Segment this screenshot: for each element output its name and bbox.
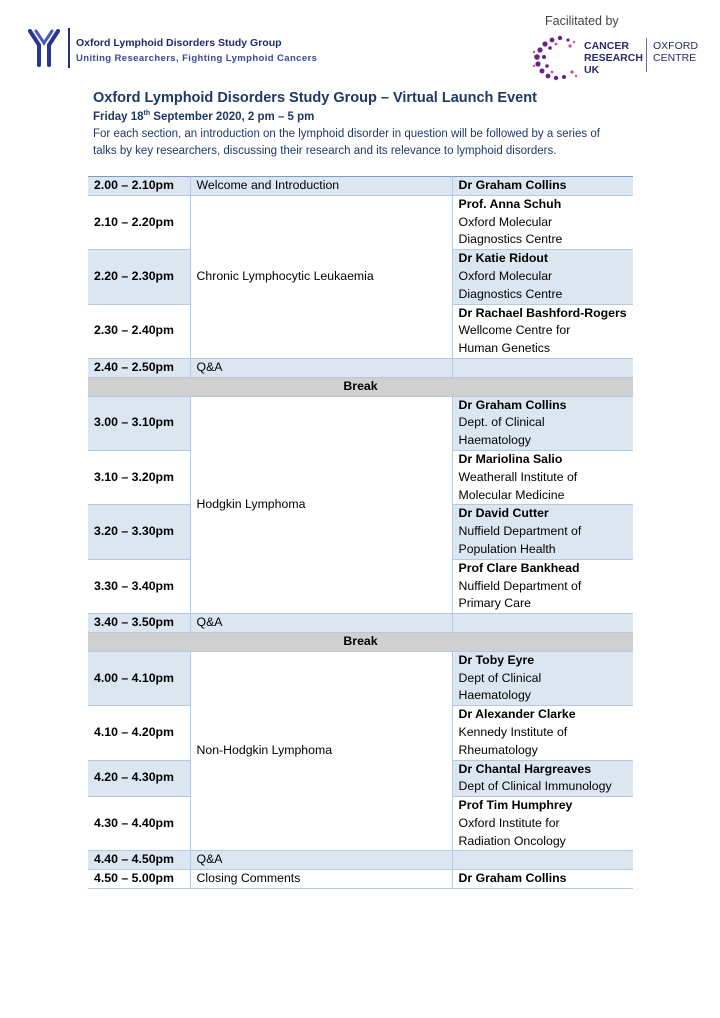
time-cell: 4.40 – 4.50pm (88, 851, 190, 870)
time-cell: 4.10 – 4.20pm (88, 706, 190, 760)
event-date: Friday 18th September 2020, 2 pm – 5 pm (93, 110, 315, 123)
speaker-cell: Dr Graham Collins Dept. of Clinical Haematology (452, 396, 633, 450)
table-row (88, 870, 633, 889)
time-cell: 4.30 – 4.40pm (88, 797, 190, 851)
cancer-research-logo-icon (530, 32, 585, 84)
speaker-cell: Prof Clare Bankhead Nuffield Department of Primary Care (452, 559, 633, 613)
session-cell: Chronic Lymphocytic Leukaemia (190, 195, 452, 358)
table-row (88, 358, 633, 377)
time-cell: 3.40 – 3.50pm (88, 614, 190, 633)
org-name: Oxford Lymphoid Disorders Study Group (76, 37, 282, 49)
speaker-cell: Dr Chantal Hargreaves Dept of Clinical Immunology (452, 760, 633, 797)
time-cell: 4.20 – 4.30pm (88, 760, 190, 797)
speaker-cell (452, 614, 633, 633)
session-cell: Q&A (190, 358, 452, 377)
speaker-cell (452, 358, 633, 377)
session-cell: Non-Hodgkin Lymphoma (190, 651, 452, 851)
time-cell: 2.00 – 2.10pm (88, 177, 190, 196)
break-row (88, 377, 633, 396)
table-row (88, 651, 633, 705)
speaker-cell: Dr Katie Ridout Oxford Molecular Diagnostics Centre (452, 250, 633, 304)
table-row (88, 851, 633, 870)
facilitated-by-label: Facilitated by (545, 14, 619, 28)
session-cell: Closing Comments (190, 870, 452, 889)
speaker-cell: Dr Toby Eyre Dept of Clinical Haematology (452, 651, 633, 705)
event-intro: For each section, an introduction on the lymphoid disorder in question will be followed by a series of talks by key researchers, discussing their research and its relevance to lymphoid disorders. (93, 128, 600, 157)
speaker-cell: Dr Graham Collins (452, 870, 633, 889)
partner-divider (646, 38, 647, 72)
time-cell: 4.50 – 5.00pm (88, 870, 190, 889)
table-row (88, 396, 633, 450)
table-row (88, 195, 633, 249)
time-cell: 2.40 – 2.50pm (88, 358, 190, 377)
cancer-research-uk-wordmark: CANCER RESEARCH UK (584, 40, 643, 76)
time-cell: 2.30 – 2.40pm (88, 304, 190, 358)
time-cell: 3.30 – 3.40pm (88, 559, 190, 613)
time-cell: 2.20 – 2.30pm (88, 250, 190, 304)
header-divider (68, 28, 70, 68)
session-cell: Welcome and Introduction (190, 177, 452, 196)
time-cell: 2.10 – 2.20pm (88, 195, 190, 249)
event-title: Oxford Lymphoid Disorders Study Group – Virtual Launch Event (93, 90, 537, 106)
speaker-cell (452, 851, 633, 870)
session-cell: Q&A (190, 851, 452, 870)
time-cell: 3.20 – 3.30pm (88, 505, 190, 559)
time-cell: 3.10 – 3.20pm (88, 450, 190, 504)
speaker-cell: Dr Graham Collins (452, 177, 633, 196)
session-cell: Q&A (190, 614, 452, 633)
break-label: Break (88, 632, 633, 651)
speaker-cell: Dr Rachael Bashford-Rogers Wellcome Centre for Human Genetics (452, 304, 633, 358)
time-cell: 3.00 – 3.10pm (88, 396, 190, 450)
session-cell: Hodgkin Lymphoma (190, 396, 452, 614)
break-row (88, 632, 633, 651)
schedule-table (88, 176, 633, 889)
table-row (88, 177, 633, 196)
speaker-cell: Prof Tim Humphrey Oxford Institute for Radiation Oncology (452, 797, 633, 851)
speaker-cell: Prof. Anna Schuh Oxford Molecular Diagnostics Centre (452, 195, 633, 249)
org-tagline: Uniting Researchers, Fighting Lymphoid Cancers (76, 53, 318, 64)
time-cell: 4.00 – 4.10pm (88, 651, 190, 705)
speaker-cell: Dr David Cutter Nuffield Department of Population Health (452, 505, 633, 559)
break-label: Break (88, 377, 633, 396)
speaker-cell: Dr Alexander Clarke Kennedy Institute of Rheumatology (452, 706, 633, 760)
antibody-logo-icon (27, 29, 61, 67)
oxford-centre-wordmark: OXFORD CENTRE (653, 40, 698, 64)
speaker-cell: Dr Mariolina Salio Weatherall Institute of Molecular Medicine (452, 450, 633, 504)
table-row (88, 614, 633, 633)
